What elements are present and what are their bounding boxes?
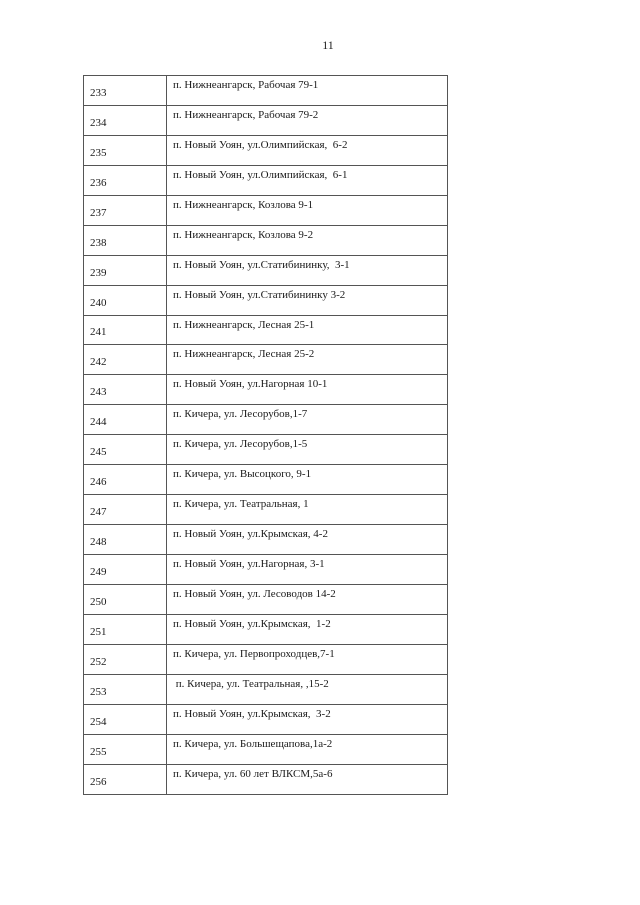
row-number-cell: 252	[84, 644, 167, 674]
table-row	[84, 435, 448, 465]
table-row	[84, 135, 448, 165]
row-number-cell: 234	[84, 105, 167, 135]
row-number-cell: 251	[84, 614, 167, 644]
row-number-cell: 247	[84, 495, 167, 525]
row-number-cell: 242	[84, 345, 167, 375]
address-cell: п. Кичера, ул. Первопроходцев,7-1	[167, 644, 448, 674]
table-row	[84, 734, 448, 764]
address-cell: п. Новый Уоян, ул.Олимпийская, 6-1	[167, 165, 448, 195]
table-row	[84, 345, 448, 375]
address-cell: п. Нижнеангарск, Лесная 25-1	[167, 315, 448, 345]
address-cell: п. Кичера, ул. Лесорубов,1-5	[167, 435, 448, 465]
address-cell: п. Нижнеангарск, Козлова 9-1	[167, 195, 448, 225]
table-row	[84, 614, 448, 644]
address-cell: п. Нижнеангарск, Рабочая 79-2	[167, 105, 448, 135]
row-number-cell: 256	[84, 764, 167, 794]
table-row	[84, 76, 448, 106]
table-row	[84, 644, 448, 674]
address-cell: п. Кичера, ул. Театральная, ,15-2	[167, 674, 448, 704]
row-number-cell: 238	[84, 225, 167, 255]
table-row	[84, 764, 448, 794]
table-row	[84, 525, 448, 555]
row-number-cell: 249	[84, 555, 167, 585]
table-row	[84, 704, 448, 734]
row-number-cell: 240	[84, 285, 167, 315]
address-cell: п. Нижнеангарск, Козлова 9-2	[167, 225, 448, 255]
row-number-cell: 235	[84, 135, 167, 165]
address-cell: п. Новый Уоян, ул.Олимпийская, 6-2	[167, 135, 448, 165]
table-row	[84, 195, 448, 225]
table-row	[84, 555, 448, 585]
address-table-body	[84, 76, 448, 795]
address-cell: п. Кичера, ул. Театральная, 1	[167, 495, 448, 525]
row-number-cell: 248	[84, 525, 167, 555]
row-number-cell: 254	[84, 704, 167, 734]
row-number-cell: 245	[84, 435, 167, 465]
table-row	[84, 584, 448, 614]
table-row	[84, 315, 448, 345]
address-cell: п. Новый Уоян, ул.Крымская, 3-2	[167, 704, 448, 734]
table-row	[84, 165, 448, 195]
address-cell: п. Нижнеангарск, Лесная 25-2	[167, 345, 448, 375]
address-cell: п. Новый Уоян, ул.Статибининку, 3-1	[167, 255, 448, 285]
table-row	[84, 285, 448, 315]
address-cell: п. Новый Уоян, ул. Лесоводов 14-2	[167, 584, 448, 614]
address-cell: п. Новый Уоян, ул.Крымская, 4-2	[167, 525, 448, 555]
table-row	[84, 375, 448, 405]
table-row	[84, 674, 448, 704]
row-number-cell: 255	[84, 734, 167, 764]
table-row	[84, 225, 448, 255]
address-cell: п. Новый Уоян, ул.Нагорная, 3-1	[167, 555, 448, 585]
row-number-cell: 253	[84, 674, 167, 704]
address-cell: п. Кичера, ул. 60 лет ВЛКСМ,5а-6	[167, 764, 448, 794]
address-cell: п. Новый Уоян, ул.Статибининку 3-2	[167, 285, 448, 315]
table-row	[84, 255, 448, 285]
row-number-cell: 241	[84, 315, 167, 345]
row-number-cell: 246	[84, 465, 167, 495]
table-row	[84, 105, 448, 135]
address-table	[83, 75, 448, 795]
address-cell: п. Нижнеангарск, Рабочая 79-1	[167, 76, 448, 106]
row-number-cell: 243	[84, 375, 167, 405]
address-cell: п. Новый Уоян, ул.Нагорная 10-1	[167, 375, 448, 405]
address-cell: п. Кичера, ул. Высоцкого, 9-1	[167, 465, 448, 495]
row-number-cell: 233	[84, 76, 167, 106]
table-row	[84, 495, 448, 525]
address-cell: п. Кичера, ул. Лесорубов,1-7	[167, 405, 448, 435]
row-number-cell: 250	[84, 584, 167, 614]
row-number-cell: 237	[84, 195, 167, 225]
row-number-cell: 239	[84, 255, 167, 285]
row-number-cell: 244	[84, 405, 167, 435]
address-cell: п. Новый Уоян, ул.Крымская, 1-2	[167, 614, 448, 644]
table-row	[84, 465, 448, 495]
page-number: 11	[322, 38, 334, 52]
row-number-cell: 236	[84, 165, 167, 195]
address-cell: п. Кичера, ул. Большещапова,1а-2	[167, 734, 448, 764]
table-row	[84, 405, 448, 435]
